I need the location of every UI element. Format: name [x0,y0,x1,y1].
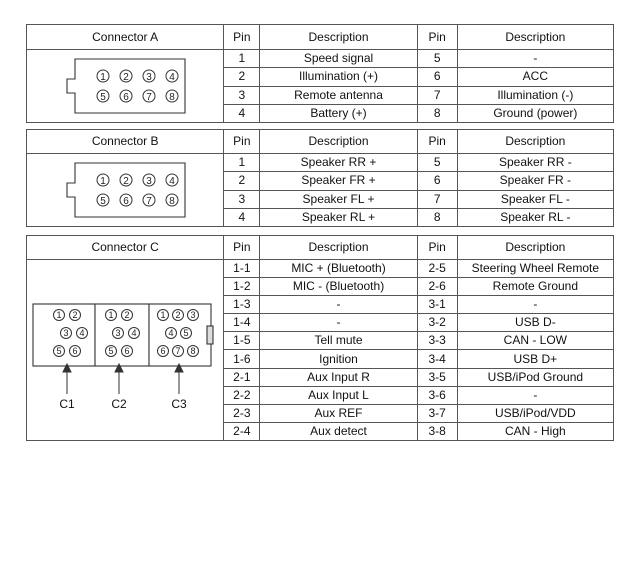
connector-b-title: Connector B [27,130,224,154]
description-cell: Speaker FR - [457,172,613,190]
description-cell: Aux REF [260,404,417,422]
pin-cell: 1-1 [224,260,260,278]
description-cell: - [457,50,613,68]
description-cell: Ignition [260,350,417,368]
pin-number: 3 [146,176,152,187]
pin-cell: 5 [417,50,457,68]
pin-cell: 3 [224,86,260,104]
description-cell: Remote Ground [457,278,613,296]
pin-number: 2 [175,310,181,320]
pin-number: 1 [56,310,62,320]
description-cell: Speaker RL + [260,208,417,226]
description-header: Description [457,130,613,154]
pin-cell: 2-1 [224,368,260,386]
pin-number: 6 [123,92,129,103]
pin-number: 3 [146,72,152,83]
pin-cell: 1 [224,154,260,172]
description-header: Description [260,236,417,260]
pin-header: Pin [224,236,260,260]
pin-cell: 3-2 [417,314,457,332]
pin-cell: 2-3 [224,404,260,422]
pin-cell: 1-5 [224,332,260,350]
pin-number: 8 [190,346,196,356]
pin-cell: 7 [417,86,457,104]
description-cell: Speaker FR + [260,172,417,190]
connector-b-table [26,129,614,227]
description-header: Description [260,130,417,154]
description-cell: - [260,296,417,314]
pin-cell: 1-2 [224,278,260,296]
pin-number: 6 [160,346,166,356]
description-cell: USB D+ [457,350,613,368]
pin-cell: 6 [417,172,457,190]
pin-cell: 1-4 [224,314,260,332]
description-cell: MIC - (Bluetooth) [260,278,417,296]
description-cell: - [457,296,613,314]
pin-number: 1 [160,310,166,320]
pin-number: 5 [183,328,189,338]
sub-connector-label-c3: C3 [171,397,187,411]
connector-c-title: Connector C [27,236,224,260]
pin-cell: 2-4 [224,422,260,440]
pin-number: 6 [123,196,129,207]
description-cell: USB/iPod Ground [457,368,613,386]
pin-cell: 3-8 [417,422,457,440]
pin-header: Pin [417,130,457,154]
pin-cell: 2-2 [224,386,260,404]
pin-number: 5 [100,196,106,207]
pin-number: 3 [115,328,121,338]
pin-cell: 3-6 [417,386,457,404]
description-header: Description [457,236,613,260]
pin-number: 2 [123,176,129,187]
pin-cell: 1-6 [224,350,260,368]
pin-number: 4 [169,176,175,187]
connector-c-table [26,235,614,441]
pin-number: 5 [100,92,106,103]
pin-number: 1 [100,72,106,83]
pin-number: 4 [131,328,137,338]
description-cell: CAN - High [457,422,613,440]
description-cell: Battery (+) [260,104,417,122]
description-cell: Illumination (-) [457,86,613,104]
pin-cell: 2-5 [417,260,457,278]
pin-number: 3 [190,310,196,320]
description-cell: Ground (power) [457,104,613,122]
description-cell: - [260,314,417,332]
description-cell: Aux Input L [260,386,417,404]
pin-number: 3 [63,328,69,338]
pin-number: 8 [169,196,175,207]
pin-cell: 6 [417,68,457,86]
description-cell: USB D- [457,314,613,332]
description-cell: Aux Input R [260,368,417,386]
pin-header: Pin [417,236,457,260]
pin-number: 2 [124,310,130,320]
description-cell: - [457,386,613,404]
description-cell: Speaker RL - [457,208,613,226]
pin-number: 4 [168,328,174,338]
pin-number: 1 [108,310,114,320]
description-cell: MIC + (Bluetooth) [260,260,417,278]
pin-number: 7 [146,196,152,207]
description-cell: Speaker RR + [260,154,417,172]
pin-cell: 3-3 [417,332,457,350]
description-cell: Aux detect [260,422,417,440]
description-cell: Speaker FL - [457,190,613,208]
pin-cell: 8 [417,104,457,122]
pin-number: 7 [146,92,152,103]
pin-cell: 3-7 [417,404,457,422]
connector-c-diagram [27,260,224,441]
pin-header: Pin [224,130,260,154]
sub-connector-label-c1: C1 [59,397,75,411]
description-cell: Tell mute [260,332,417,350]
pin-number: 5 [108,346,114,356]
pin-header: Pin [224,25,260,50]
pin-cell: 1 [224,50,260,68]
connector-a-table [26,24,614,123]
pin-number: 1 [100,176,106,187]
sub-connector-label-c2: C2 [111,397,127,411]
description-cell: Speaker RR - [457,154,613,172]
pin-number: 2 [72,310,78,320]
pin-number: 6 [72,346,78,356]
pin-number: 7 [175,346,181,356]
description-header: Description [260,25,417,50]
pin-header: Pin [417,25,457,50]
pin-cell: 1-3 [224,296,260,314]
connector-a-diagram [27,50,224,123]
pin-cell: 2-6 [417,278,457,296]
description-cell: Speed signal [260,50,417,68]
description-cell: Speaker FL + [260,190,417,208]
description-cell: Remote antenna [260,86,417,104]
pin-cell: 3-4 [417,350,457,368]
pin-cell: 2 [224,172,260,190]
pin-number: 5 [56,346,62,356]
pin-cell: 5 [417,154,457,172]
pin-cell: 3-1 [417,296,457,314]
pin-number: 8 [169,92,175,103]
description-cell: ACC [457,68,613,86]
pin-cell: 4 [224,208,260,226]
pin-cell: 3 [224,190,260,208]
pin-cell: 8 [417,208,457,226]
pin-cell: 7 [417,190,457,208]
pin-cell: 4 [224,104,260,122]
description-header: Description [457,25,613,50]
description-cell: USB/iPod/VDD [457,404,613,422]
description-cell: Steering Wheel Remote [457,260,613,278]
pin-number: 2 [123,72,129,83]
pin-number: 4 [79,328,85,338]
description-cell: CAN - LOW [457,332,613,350]
pin-number: 4 [169,72,175,83]
description-cell: Illumination (+) [260,68,417,86]
pin-number: 6 [124,346,130,356]
pin-cell: 3-5 [417,368,457,386]
connector-a-title: Connector A [27,25,224,50]
connector-b-diagram [27,154,224,227]
pin-cell: 2 [224,68,260,86]
